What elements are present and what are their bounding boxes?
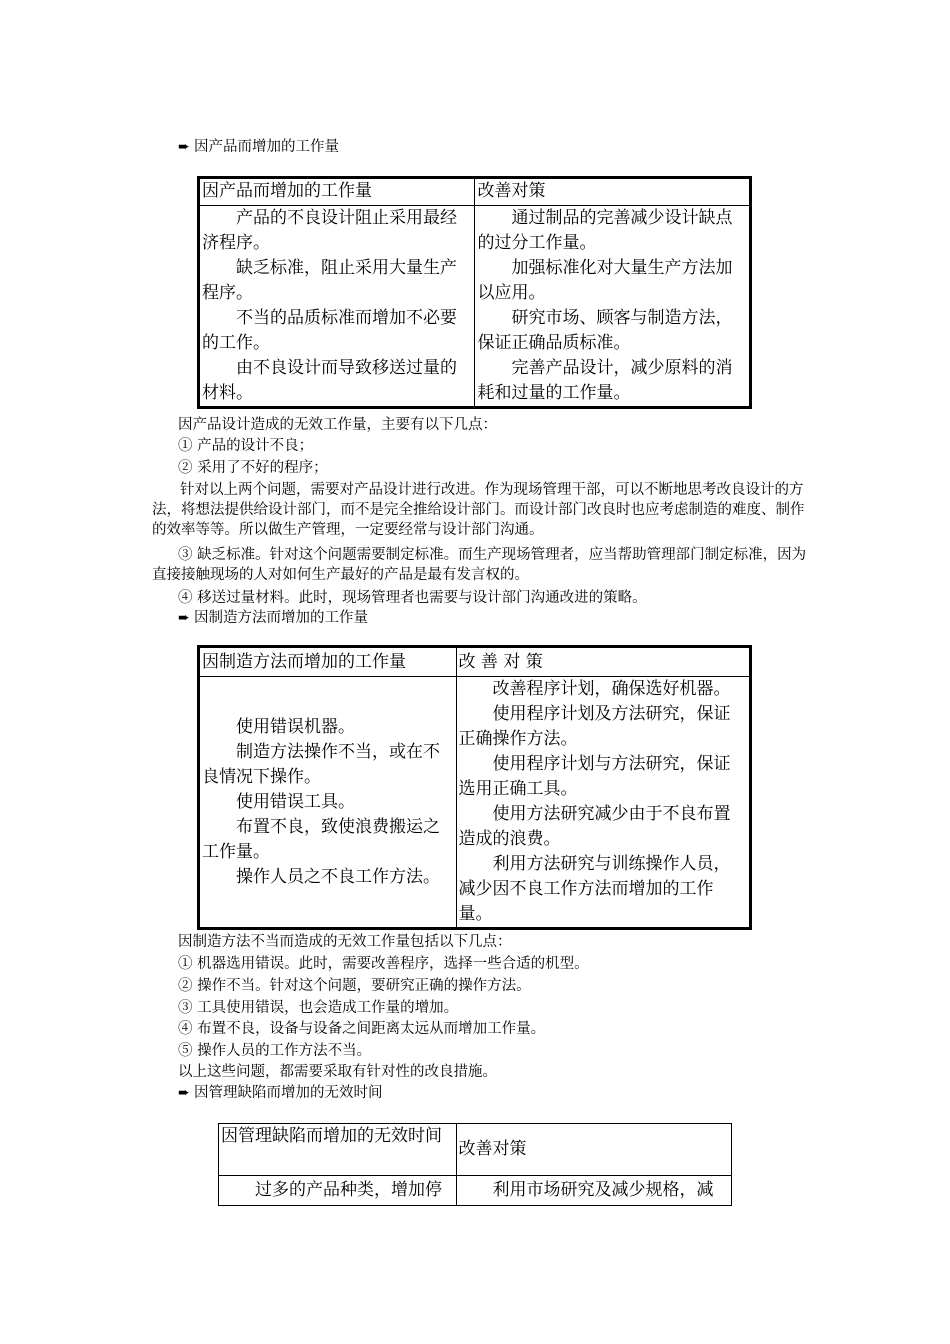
- table-header-right: 改善对策: [475, 179, 750, 206]
- cell-item: 通过制品的完善减少设计缺点的过分工作量。: [477, 208, 733, 253]
- table-method-workload: [199, 647, 750, 928]
- table-header-left: 因管理缺陷而增加的无效时间: [219, 1124, 457, 1176]
- section1-intro: 因产品设计造成的无效工作量，主要有以下几点：: [178, 417, 497, 433]
- section3-heading: ➨ 因管理缺陷而增加的无效时间: [178, 1085, 383, 1101]
- cell-item: 由不良设计而导致移送过量的材料。: [202, 358, 457, 403]
- arrow-right-icon: ➨: [178, 610, 190, 626]
- cell-item: 使用程序计划与方法研究，保证选用正确工具。: [458, 754, 731, 799]
- point-2: ② 操作不当。针对这个问题，要研究正确的操作方法。: [178, 978, 531, 994]
- arrow-right-icon: ➨: [178, 139, 190, 155]
- table-management-waste: [218, 1123, 732, 1206]
- cell-item: 改善程序计划，确保选好机器。: [492, 679, 731, 699]
- table-cell-right: [456, 677, 749, 928]
- cell-item: 缺乏标准，阻止采用大量生产程序。: [202, 258, 457, 303]
- point-2: ② 采用了不好的程序；: [178, 460, 328, 476]
- paragraph-2: ③ 缺乏标准。针对这个问题需要制定标准。而生产现场管理者，应当帮助管理部门制定标准，因为直接接触现场的人对如何生产最好的产品是最有发言权的。: [152, 547, 807, 583]
- cell-item: 使用方法研究减少由于不良布置造成的浪费。: [458, 804, 731, 849]
- table-product-workload: [199, 178, 750, 407]
- point-1: ① 产品的设计不良；: [178, 438, 314, 454]
- cell-item: 使用错误机器。: [236, 716, 355, 737]
- table-header-right: 改 善 对 策: [456, 648, 749, 677]
- cell-item: 使用错误工具。: [236, 791, 355, 812]
- point-1: ① 机器选用错误。此时，需要改善程序，选择一些合适的机型。: [178, 956, 589, 972]
- table-cell-right: [475, 206, 750, 407]
- cell-item: 研究市场、顾客与制造方法，保证正确品质标准。: [477, 308, 733, 353]
- point-5: ⑤ 操作人员的工作方法不当。: [178, 1043, 372, 1059]
- point-3: ③ 工具使用错误，也会造成工作量的增加。: [178, 1000, 459, 1016]
- table-cell-left: [200, 677, 457, 928]
- section1-heading: ➨ 因产品而增加的工作量: [178, 139, 339, 155]
- cell-item: 完善产品设计，减少原料的消耗和过量的工作量。: [477, 358, 733, 403]
- point-4: ④ 布置不良，设备与设备之间距离太远从而增加工作量。: [178, 1021, 546, 1037]
- cell-item: 利用方法研究与训练操作人员，减少因不良工作方法而增加的工作量。: [458, 854, 731, 924]
- arrow-right-icon: ➨: [178, 1085, 190, 1101]
- table-cell-left: [200, 206, 475, 407]
- cell-item: 不当的品质标准而增加不必要的工作。: [202, 308, 457, 353]
- cell-item: 利用市场研究及减少规格，减: [492, 1180, 714, 1200]
- section2-intro: 因制造方法不当而造成的无效工作量包括以下几点：: [178, 934, 512, 950]
- table-header-left: 因制造方法而增加的工作量: [200, 648, 457, 677]
- section2-heading: ➨ 因制造方法而增加的工作量: [178, 610, 368, 626]
- cell-item: 操作人员之不良工作方法。: [236, 866, 440, 887]
- cell-item: 产品的不良设计阻止采用最经济程序。: [202, 208, 457, 253]
- cell-item: 加强标准化对大量生产方法加以应用。: [477, 258, 733, 303]
- cell-item: 制造方法操作不当，或在不良情况下操作。: [202, 741, 440, 787]
- cell-item: 过多的产品种类，增加停: [255, 1180, 442, 1200]
- point-4: ④ 移送过量材料。此时，现场管理者也需要与设计部门沟通改进的策略。: [178, 590, 647, 606]
- cell-item: 布置不良，致使浪费搬运之工作量。: [202, 816, 440, 862]
- table-header-right: 改善对策: [456, 1124, 731, 1176]
- table-cell-right: [456, 1176, 731, 1206]
- section2-closing: 以上这些问题，都需要采取有针对性的改良措施。: [178, 1064, 497, 1080]
- table-cell-left: [219, 1176, 457, 1206]
- table-header-left: 因产品而增加的工作量: [200, 179, 475, 206]
- cell-item: 使用程序计划及方法研究，保证正确操作方法。: [458, 704, 731, 749]
- paragraph-1: 针对以上两个问题，需要对产品设计进行改进。作为现场管理干部，可以不断地思考改良设计的方法，将想法提供给设计部门，而不是完全推给设计部门。而设计部门改良时也应考虑制造的难度、制作的效率等等。所以做生产管理，一定要经常与设计部门沟通。: [152, 482, 805, 538]
